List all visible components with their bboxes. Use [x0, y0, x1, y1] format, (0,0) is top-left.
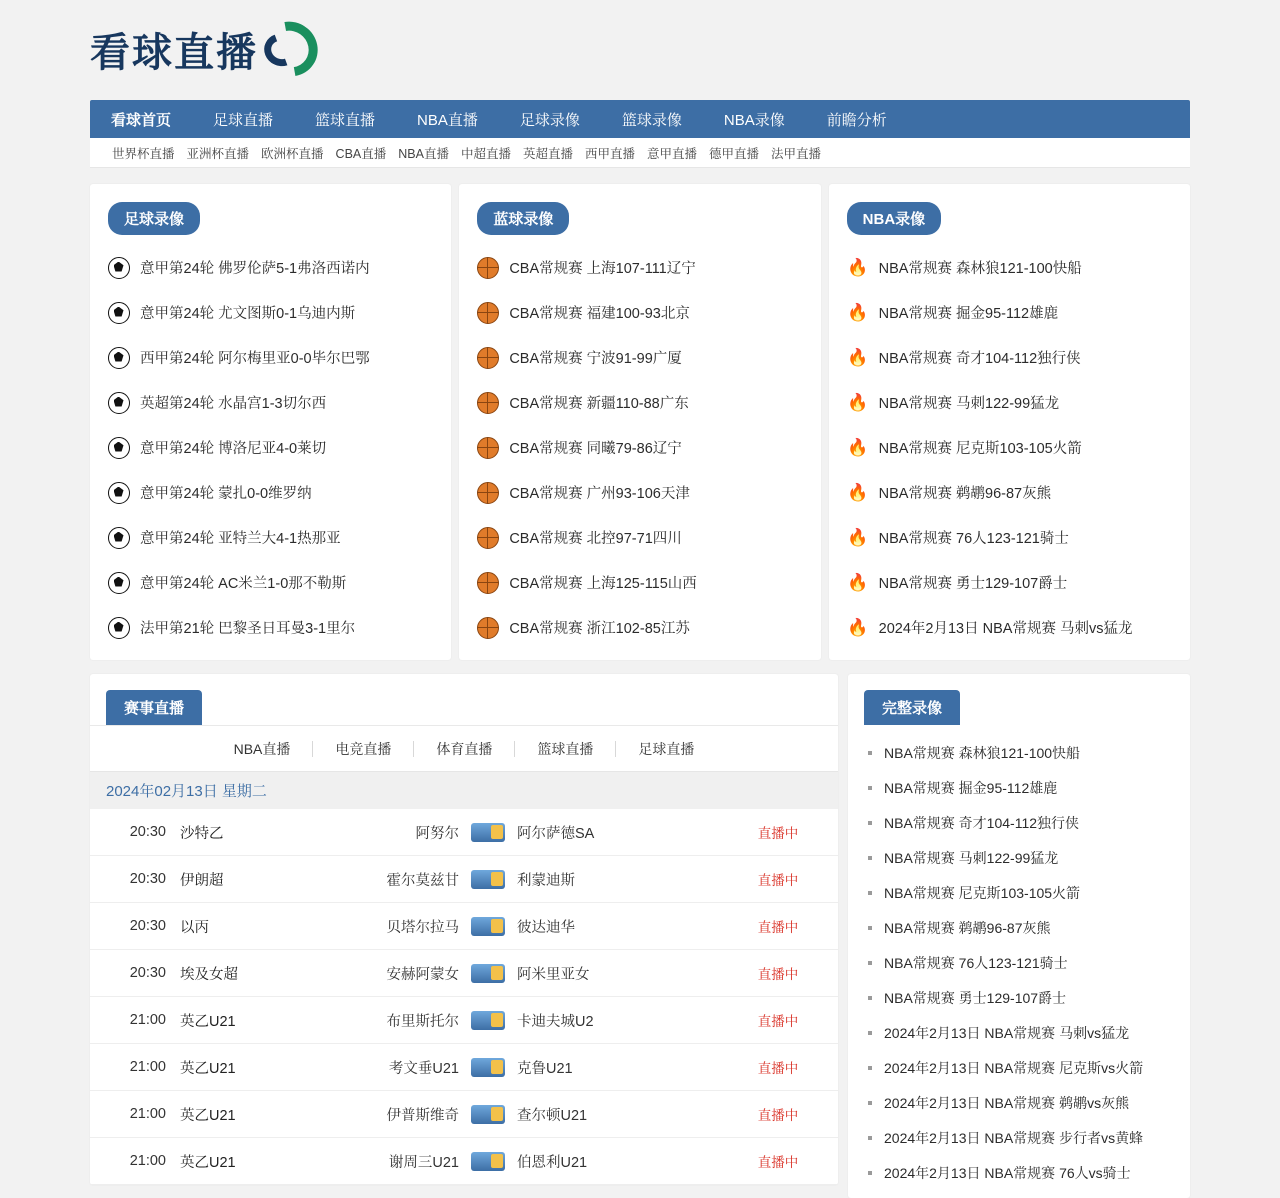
basketball-icon — [477, 527, 499, 549]
list-item[interactable] — [90, 380, 451, 425]
basketball-icon — [477, 437, 499, 459]
match-league: 英乙U21 — [180, 1013, 236, 1030]
list-item-label: 2024年2月13日 NBA常规赛 鹈鹕vs灰熊 — [884, 1094, 1130, 1111]
match-home-team: 考文垂U21 — [388, 1060, 459, 1077]
match-teams — [258, 916, 718, 937]
vs-badge-icon — [471, 870, 505, 889]
tab-football-live[interactable]: 足球直播 — [615, 741, 716, 757]
bullet-icon — [868, 1136, 872, 1140]
basketball-icon — [477, 257, 499, 279]
list-item-label: 意甲第24轮 尤文图斯0-1乌迪内斯 — [140, 306, 356, 322]
table-row[interactable] — [90, 1138, 838, 1185]
soccer-ball-icon — [108, 257, 130, 279]
list-item[interactable] — [90, 515, 451, 560]
subnav-item-csl[interactable]: 中超直播 — [460, 146, 511, 161]
football-replay-list — [90, 245, 451, 650]
list-item[interactable] — [90, 335, 451, 380]
card-title-basketball-replay: 蓝球录像 — [477, 202, 569, 235]
card-basketball-replay — [459, 184, 820, 660]
list-item[interactable] — [459, 290, 820, 335]
match-home-team: 安赫阿蒙女 — [386, 966, 459, 983]
nav-item-football-live[interactable]: 足球直播 — [213, 111, 274, 129]
bullet-icon — [868, 786, 872, 790]
fire-icon: 🔥 — [847, 437, 869, 457]
list-item[interactable] — [829, 290, 1190, 335]
site-header — [0, 0, 1280, 100]
match-away-team: 伯恩利U21 — [517, 1154, 588, 1171]
basketball-icon — [477, 347, 499, 369]
subnav-item-laliga[interactable]: 西甲直播 — [584, 146, 635, 161]
list-item[interactable] — [90, 560, 451, 605]
match-league: 英乙U21 — [180, 1154, 236, 1171]
table-row[interactable] — [90, 1091, 838, 1138]
card-title-nba-replay: NBA录像 — [847, 202, 942, 235]
nav-item-basketball-replay[interactable]: 篮球录像 — [621, 111, 682, 129]
full-records-panel — [848, 674, 1190, 1198]
site-logo[interactable] — [90, 14, 1280, 84]
table-row[interactable] — [90, 1044, 838, 1091]
match-home-team: 布里斯托尔 — [386, 1013, 459, 1030]
match-away-team: 查尔顿U21 — [517, 1107, 588, 1124]
soccer-ball-icon — [108, 527, 130, 549]
match-teams — [258, 963, 718, 984]
bullet-icon — [868, 1171, 872, 1175]
nav-item-home[interactable]: 看球首页 — [111, 111, 172, 129]
bullet-icon — [868, 1066, 872, 1070]
match-league: 埃及女超 — [180, 966, 238, 983]
card-nba-replay — [829, 184, 1190, 660]
list-item[interactable] — [459, 560, 820, 605]
nav-item-nba-replay[interactable]: NBA录像 — [723, 111, 785, 129]
list-item-label: NBA常规赛 森林狼121-100快船 — [884, 744, 1081, 761]
subnav-item-bundesliga[interactable]: 德甲直播 — [709, 146, 760, 161]
match-home-team: 霍尔莫兹甘 — [386, 872, 459, 889]
match-teams — [258, 822, 718, 843]
list-item-label: CBA常规赛 上海125-115山西 — [509, 576, 697, 592]
list-item-label: NBA常规赛 鹈鹕96-87灰熊 — [884, 919, 1051, 936]
list-item-label: NBA常规赛 76人123-121骑士 — [884, 954, 1068, 971]
vs-badge-icon — [471, 1011, 505, 1030]
match-home-team: 阿努尔 — [415, 825, 459, 842]
list-item-label: NBA常规赛 勇士129-107爵士 — [878, 576, 1068, 592]
list-item[interactable] — [829, 335, 1190, 380]
list-item-label: 意甲第24轮 AC米兰1-0那不勒斯 — [140, 576, 347, 592]
match-teams — [258, 1010, 718, 1031]
list-item-label: NBA常规赛 鹈鹕96-87灰熊 — [878, 486, 1052, 502]
list-item-label: CBA常规赛 广州93-106天津 — [509, 486, 690, 502]
list-item-label: NBA常规赛 掘金95-112雄鹿 — [878, 306, 1059, 322]
list-item[interactable] — [829, 425, 1190, 470]
status-badge[interactable]: 直播中 — [757, 1014, 799, 1029]
match-league: 英乙U21 — [180, 1060, 236, 1077]
list-item[interactable] — [848, 805, 1190, 840]
soccer-ball-icon — [108, 302, 130, 324]
subnav-item-seriea[interactable]: 意甲直播 — [647, 146, 698, 161]
soccer-ball-icon — [108, 482, 130, 504]
list-item-label: 英超第24轮 水晶宫1-3切尔西 — [140, 396, 327, 412]
list-item-label: CBA常规赛 福建100-93北京 — [509, 306, 690, 322]
list-item[interactable] — [90, 290, 451, 335]
match-league: 伊朗超 — [180, 872, 224, 889]
list-item[interactable] — [848, 1155, 1190, 1190]
list-item-label: CBA常规赛 上海107-111辽宁 — [509, 261, 696, 277]
status-badge[interactable]: 直播中 — [757, 1155, 799, 1170]
list-item-label: 2024年2月13日 NBA常规赛 马刺vs猛龙 — [884, 1024, 1130, 1041]
list-item-label: 意甲第24轮 亚特兰大4-1热那亚 — [140, 531, 341, 547]
panel-title-live: 赛事直播 — [106, 690, 202, 725]
match-away-team: 利蒙迪斯 — [517, 872, 575, 889]
list-item[interactable] — [459, 245, 820, 290]
lower-section — [90, 674, 1190, 1198]
match-time: 20:30 — [129, 918, 166, 934]
full-records-list — [848, 735, 1190, 1198]
vs-badge-icon — [471, 917, 505, 936]
vs-badge-icon — [471, 1152, 505, 1171]
tab-esports-live[interactable]: 电竞直播 — [312, 741, 413, 757]
match-teams — [258, 1104, 718, 1125]
match-time: 21:00 — [129, 1153, 166, 1169]
list-item-label: 意甲第24轮 佛罗伦萨5-1弗洛西诺内 — [140, 261, 370, 277]
logo-swoosh-icon — [262, 20, 328, 78]
bullet-icon — [868, 751, 872, 755]
basketball-icon — [477, 392, 499, 414]
fire-icon: 🔥 — [847, 347, 869, 367]
list-item[interactable] — [848, 910, 1190, 945]
fire-icon: 🔥 — [847, 302, 869, 322]
panel-title-full-records: 完整录像 — [864, 690, 960, 725]
match-home-team: 伊普斯维奇 — [386, 1107, 459, 1124]
match-league: 英乙U21 — [180, 1107, 236, 1124]
tab-basketball-live[interactable]: 篮球直播 — [514, 741, 615, 757]
bullet-icon — [868, 1101, 872, 1105]
list-item[interactable] — [848, 875, 1190, 910]
subnav-item-asiancup[interactable]: 亚洲杯直播 — [186, 146, 250, 161]
table-row[interactable] — [90, 997, 838, 1044]
bullet-icon — [868, 996, 872, 1000]
list-item[interactable] — [90, 245, 451, 290]
nav-item-preview-analysis[interactable]: 前瞻分析 — [826, 111, 887, 129]
soccer-ball-icon — [108, 392, 130, 414]
status-badge[interactable]: 直播中 — [757, 826, 799, 841]
replay-cards-row — [90, 184, 1190, 660]
list-item-label: 2024年2月13日 NBA常规赛 步行者vs黄蜂 — [884, 1129, 1144, 1146]
list-item[interactable] — [459, 515, 820, 560]
list-item[interactable] — [459, 605, 820, 650]
table-row[interactable] — [90, 856, 838, 903]
list-item-label: CBA常规赛 同曦79-86辽宁 — [509, 441, 682, 457]
bullet-icon — [868, 891, 872, 895]
list-item[interactable] — [459, 380, 820, 425]
list-item-label: CBA常规赛 宁波91-99广厦 — [509, 351, 682, 367]
subnav-item-worldcup[interactable]: 世界杯直播 — [112, 146, 175, 161]
nba-replay-list — [829, 245, 1190, 650]
list-item-label: NBA常规赛 森林狼121-100快船 — [878, 261, 1082, 277]
match-time: 21:00 — [129, 1012, 166, 1028]
table-row[interactable] — [90, 950, 838, 997]
vs-badge-icon — [471, 823, 505, 842]
tab-sports-live[interactable]: 体育直播 — [413, 741, 514, 757]
live-category-tabs — [90, 725, 838, 771]
vs-badge-icon — [471, 964, 505, 983]
list-item[interactable] — [848, 1120, 1190, 1155]
fire-icon: 🔥 — [847, 527, 869, 547]
match-away-team: 阿尔萨德SA — [517, 825, 595, 842]
card-title-football-replay: 足球录像 — [108, 202, 200, 235]
fire-icon: 🔥 — [847, 572, 869, 592]
list-item[interactable] — [459, 335, 820, 380]
match-league: 沙特乙 — [180, 825, 224, 842]
soccer-ball-icon — [108, 347, 130, 369]
tab-nba-live[interactable]: NBA直播 — [233, 740, 291, 757]
card-football-replay — [90, 184, 451, 660]
list-item-label: CBA常规赛 新疆110-88广东 — [509, 396, 689, 412]
list-item-label: CBA常规赛 北控97-71四川 — [509, 531, 682, 547]
vs-badge-icon — [471, 1058, 505, 1077]
list-item[interactable] — [459, 470, 820, 515]
main-navigation — [90, 100, 1190, 138]
list-item[interactable] — [829, 560, 1190, 605]
subnav-item-epl[interactable]: 英超直播 — [522, 146, 573, 161]
live-schedule-panel — [90, 674, 838, 1185]
list-item-label: NBA常规赛 勇士129-107爵士 — [884, 989, 1067, 1006]
match-time: 20:30 — [129, 965, 166, 981]
list-item[interactable] — [848, 840, 1190, 875]
fire-icon: 🔥 — [847, 257, 869, 277]
list-item-label: NBA常规赛 奇才104-112独行侠 — [878, 351, 1081, 367]
nav-item-basketball-live[interactable]: 篮球直播 — [315, 111, 376, 129]
match-time: 21:00 — [129, 1059, 166, 1075]
basketball-icon — [477, 302, 499, 324]
fire-icon: 🔥 — [847, 392, 869, 412]
status-badge[interactable]: 直播中 — [757, 873, 799, 888]
match-away-team: 卡迪夫城U2 — [517, 1013, 594, 1030]
list-item[interactable] — [848, 1050, 1190, 1085]
list-item-label: CBA常规赛 浙江102-85江苏 — [509, 621, 690, 637]
subnav-item-cba[interactable]: CBA直播 — [335, 146, 387, 161]
nav-item-nba-live[interactable]: NBA直播 — [417, 111, 478, 129]
vs-badge-icon — [471, 1105, 505, 1124]
soccer-ball-icon — [108, 617, 130, 639]
match-away-team: 阿米里亚女 — [517, 966, 590, 983]
list-item-label: 2024年2月13日 NBA常规赛 尼克斯vs火箭 — [884, 1059, 1144, 1076]
list-item[interactable] — [90, 470, 451, 515]
list-item[interactable] — [829, 470, 1190, 515]
list-item[interactable] — [459, 425, 820, 470]
match-away-team: 彼达迪华 — [517, 919, 575, 936]
subnav-item-nba[interactable]: NBA直播 — [398, 146, 449, 161]
list-item-label: 2024年2月13日 NBA常规赛 76人vs骑士 — [884, 1164, 1131, 1181]
match-league: 以丙 — [180, 919, 209, 936]
status-badge[interactable]: 直播中 — [757, 967, 799, 982]
list-item-label: NBA常规赛 尼克斯103-105火箭 — [884, 884, 1081, 901]
match-home-team: 贝塔尔拉马 — [386, 919, 459, 936]
subnav-item-ligue1[interactable]: 法甲直播 — [771, 146, 822, 161]
basketball-icon — [477, 482, 499, 504]
list-item-label: NBA常规赛 尼克斯103-105火箭 — [878, 441, 1082, 457]
list-item-label: NBA常规赛 马刺122-99猛龙 — [878, 396, 1060, 412]
list-item[interactable] — [829, 245, 1190, 290]
soccer-ball-icon — [108, 437, 130, 459]
status-badge[interactable]: 直播中 — [757, 1061, 799, 1076]
nav-item-football-replay[interactable]: 足球录像 — [519, 111, 580, 129]
basketball-icon — [477, 572, 499, 594]
match-teams — [258, 869, 718, 890]
list-item[interactable] — [848, 1085, 1190, 1120]
logo-text: 看球直播 — [90, 29, 258, 76]
soccer-ball-icon — [108, 572, 130, 594]
list-item[interactable] — [848, 945, 1190, 980]
list-item[interactable] — [848, 980, 1190, 1015]
match-teams — [258, 1151, 718, 1172]
table-row[interactable] — [90, 903, 838, 950]
list-item-label: NBA常规赛 76人123-121骑士 — [878, 531, 1069, 547]
list-item-label: 意甲第24轮 蒙扎0-0维罗纳 — [140, 486, 312, 502]
bullet-icon — [868, 821, 872, 825]
list-item-label: 意甲第24轮 博洛尼亚4-0莱切 — [140, 441, 327, 457]
sub-navigation — [90, 138, 1190, 168]
bullet-icon — [868, 926, 872, 930]
list-item-label: NBA常规赛 马刺122-99猛龙 — [884, 849, 1059, 866]
bullet-icon — [868, 961, 872, 965]
bullet-icon — [868, 1031, 872, 1035]
match-time: 20:30 — [129, 871, 166, 887]
match-home-team: 谢周三U21 — [388, 1154, 459, 1171]
basketball-icon — [477, 617, 499, 639]
fire-icon: 🔥 — [847, 617, 869, 637]
status-badge[interactable]: 直播中 — [757, 920, 799, 935]
list-item[interactable] — [90, 425, 451, 470]
list-item[interactable] — [848, 735, 1190, 770]
list-item-label: 法甲第21轮 巴黎圣日耳曼3-1里尔 — [140, 621, 356, 637]
list-item-label: 2024年2月13日 NBA常规赛 马刺vs猛龙 — [878, 621, 1133, 637]
list-item[interactable] — [829, 515, 1190, 560]
list-item[interactable] — [90, 605, 451, 650]
status-badge[interactable]: 直播中 — [757, 1108, 799, 1123]
fire-icon: 🔥 — [847, 482, 869, 502]
subnav-item-eurocup[interactable]: 欧洲杯直播 — [261, 146, 324, 161]
list-item[interactable] — [848, 770, 1190, 805]
list-item[interactable] — [829, 380, 1190, 425]
list-item-label: NBA常规赛 奇才104-112独行侠 — [884, 814, 1080, 831]
list-item-label: 西甲第24轮 阿尔梅里亚0-0毕尔巴鄂 — [140, 351, 370, 367]
basketball-replay-list — [459, 245, 820, 650]
list-item-label: NBA常规赛 掘金95-112雄鹿 — [884, 779, 1058, 796]
list-item[interactable] — [829, 605, 1190, 650]
schedule-date: 2024年02月13日 星期二 — [90, 771, 838, 809]
match-time: 21:00 — [129, 1106, 166, 1122]
match-time: 20:30 — [129, 824, 166, 840]
match-away-team: 克鲁U21 — [517, 1060, 573, 1077]
table-row[interactable] — [90, 809, 838, 856]
list-item[interactable] — [848, 1015, 1190, 1050]
bullet-icon — [868, 856, 872, 860]
match-teams — [258, 1057, 718, 1078]
